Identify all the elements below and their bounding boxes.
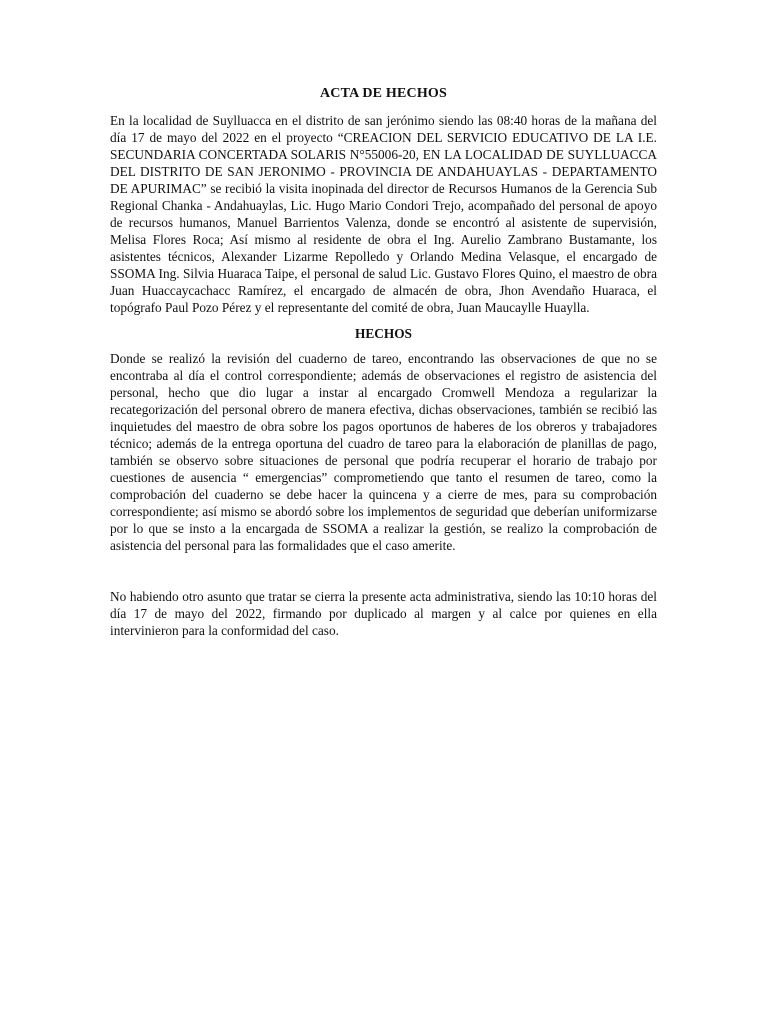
- section-heading-hechos: HECHOS: [355, 326, 412, 341]
- closing-paragraph: No habiendo otro asunto que tratar se cierra la presente acta administrativa, siendo las 10:10 horas del día 17 de mayo del 2022, firmando por duplicado al margen y al calce por quienes en ella intervinieron para la conformidad del caso.: [110, 589, 657, 638]
- document-body: [110, 84, 657, 639]
- intro-paragraph: En la localidad de Suylluacca en el distrito de san jerónimo siendo las 08:40 horas de la mañana del día 17 de mayo del 2022 en el proyecto “CREACION DEL SERVICIO EDUCATIVO DE LA I.E. SECUNDARIA CONCERTADA SOLARIS N°55006-20, EN LA LOCALIDAD DE SUYLLUACCA DEL DISTRITO DE SAN JERONIMO - PROVINCIA DE ANDAHUAYLAS - DEPARTAMENTO DE APURIMAC” se recibió la visita inopinada del director de Recursos Humanos de la Gerencia Sub Regional Chanka - Andahuaylas, Lic. Hugo Mario Condori Trejo, acompañado del personal de apoyo de recursos humanos, Manuel Barrientos Valenza, donde se encontró al asistente de supervisión, Melisa Flores Roca; Así mismo al residente de obra el Ing. Aurelio Zambrano Bustamante, los asistentes técnicos, Alexander Lizarme Repolledo y Orlando Medina Velasque, el encargado de SSOMA Ing. Silvia Huaraca Taipe, el personal de salud Lic. Gustavo Flores Quino, el maestro de obra Juan Huaccaycachacc Ramírez, el encargado de almacén de obra, Jhon Avendaño Huaraca, el topógrafo Paul Pozo Pérez y el representante del comité de obra, Juan Maucaylle Huaylla.: [110, 113, 657, 315]
- paragraph-spacer: [110, 554, 657, 588]
- document-title: ACTA DE HECHOS: [319, 86, 447, 101]
- hechos-paragraph: Donde se realizó la revisión del cuaderno de tareo, encontrando las observaciones de que no se encontraba al día el control correspondiente; además de observaciones el registro de asistencia del personal, hecho que dio lugar a instar al encargado Cromwell Mendoza a regularizar la recategorización del personal obrero de manera efectiva, dichas observaciones, también se recibió las inquietudes del maestro de obra sobre los pagos oportunos de haberes de los obreros y trabajadores técnico; además de la entrega oportuna del cuadro de tareo para la elaboración de planillas de pago, también se observo sobre situaciones de personal que podría recuperar el horario de trabajo por cuestiones de ausencia “ emergencias” comprometiendo que tanto el resumen de tareo, como la comprobación del cuaderno se debe hacer la quincena y a cierre de mes, para su comprobación correspondiente; así mismo se abordó sobre los implementos de seguridad que deberían uniformizarse por lo que se insto a la encargada de SSOMA a realizar la gestión, se realizo la comprobación de asistencia del personal para las formalidades que el caso amerite.: [110, 351, 657, 553]
